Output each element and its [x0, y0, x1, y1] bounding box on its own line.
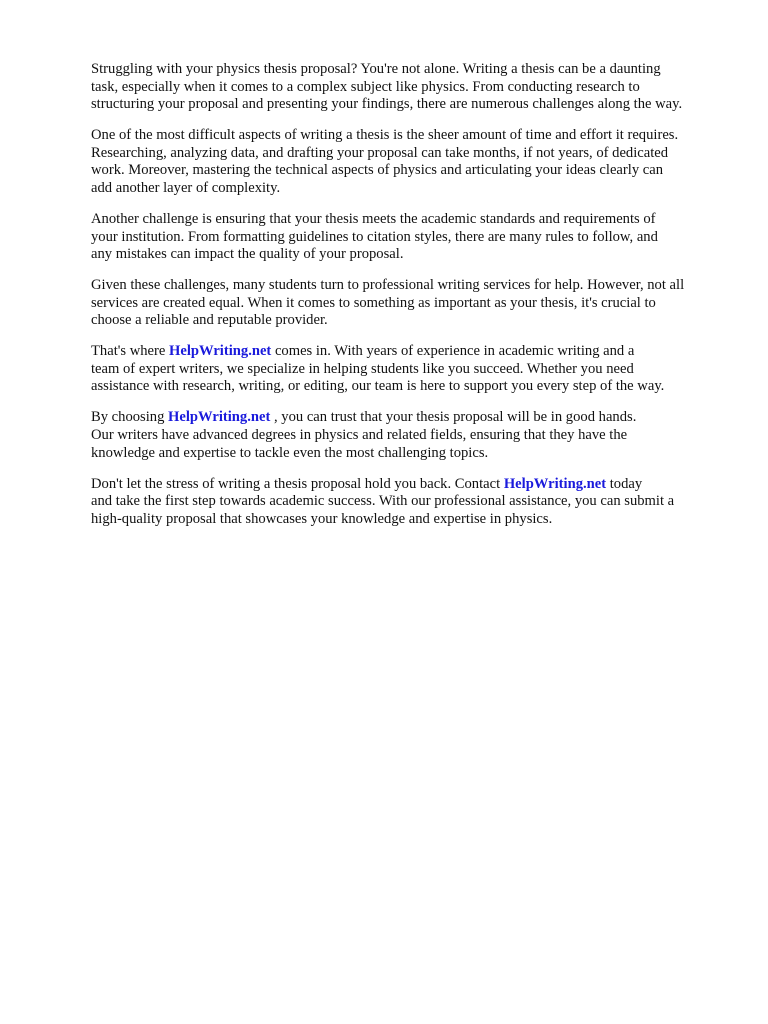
- document-body: [91, 61, 731, 542]
- paragraph-contact: [91, 476, 731, 529]
- paragraph-difficulty: One of the most difficult aspects of writing a thesis is the sheer amount of time and effort it requires. Researching, analyzing data, and drafting your proposal can take months, if not years, of dedicated work. Moreover, mastering the technical aspects of physics and articulating your ideas clearly can add another layer of complexity.: [91, 127, 679, 196]
- paragraph-text-before-link: That's where: [91, 343, 169, 360]
- paragraph-by-choosing: [91, 409, 731, 462]
- paragraph-intro: Struggling with your physics thesis proposal? You're not alone. Writing a thesis can be a daunting task, especially when it comes to a complex subject like physics. From conducting research to structuring your proposal and presenting your findings, there are numerous challenges along the way.: [91, 61, 683, 113]
- paragraph-standards: Another challenge is ensuring that your thesis meets the academic standards and requirements of your institution. From formatting guidelines to citation styles, there are many rules to follow, and any mistakes can impact the quality of your proposal.: [91, 210, 658, 263]
- helpwriting-link[interactable]: HelpWriting.net: [168, 409, 271, 426]
- paragraph-text-before-link: By choosing: [91, 409, 169, 426]
- paragraph-text-after-link: comes in. With years of experience in academic writing and a team of expert writers, we specialize in helping students like you succeed. Whether you need assistance with research, writing, or editing, our team is here to support you every step of the way.: [91, 343, 665, 395]
- paragraph-thats-where: [91, 343, 731, 396]
- paragraph-text-after-link: , you can trust that your thesis proposal will be in good hands. Our writers have advanced degrees in physics and related fields, ensuring that they have the knowledge and expertise to tackle even the most challenging topics.: [91, 409, 637, 461]
- paragraph-services: Given these challenges, many students turn to professional writing services for help. However, not all services are created equal. When it comes to something as important as your thesis, it's crucial to choose a reliable and reputable provider.: [91, 277, 685, 329]
- helpwriting-link[interactable]: HelpWriting.net: [169, 343, 272, 360]
- helpwriting-link[interactable]: HelpWriting.net: [503, 475, 607, 492]
- paragraph-text-after-link: today and take the first step towards academic success. With our professional assistance, you can submit a high-quality proposal that showcases your knowledge and expertise in physics.: [91, 475, 675, 527]
- paragraph-text-before-link: Don't let the stress of writing a thesis proposal hold you back. Contact: [91, 475, 504, 492]
